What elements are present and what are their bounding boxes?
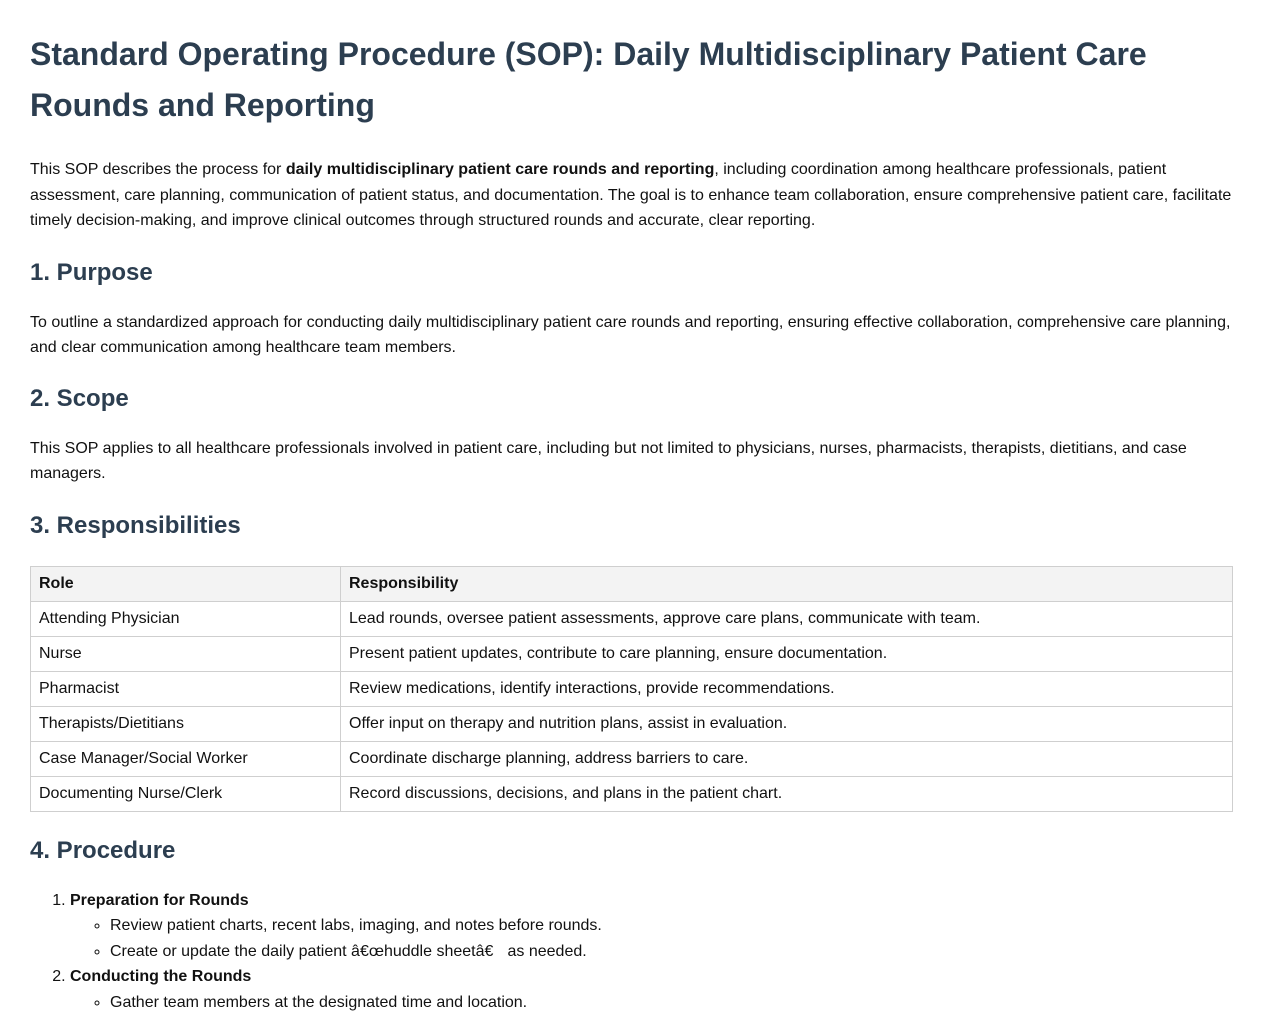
responsibility-cell: Coordinate discharge planning, address barriers to care. bbox=[341, 741, 1233, 776]
table-row bbox=[31, 636, 1233, 671]
procedure-step bbox=[70, 888, 1233, 965]
responsibility-cell: Review medications, identify interactions, provide recommendations. bbox=[341, 671, 1233, 706]
column-header-responsibility: Responsibility bbox=[341, 566, 1233, 601]
scope-text: This SOP applies to all healthcare professionals involved in patient care, including but not limited to physicians, nurses, pharmacists, therapists, dietitians, and case managers. bbox=[30, 439, 1187, 482]
procedure-steps-list bbox=[30, 888, 1233, 1016]
intro-text-after: , including coordination among healthcare professionals, patient assessment, care planning, communication of patient status, and documentation. The goal is to enhance team collaboration, ensure comprehensive patient care, facilitate timely decision-making, and improve clinical outcomes through structured rounds and accurate, clear reporting. bbox=[30, 161, 1232, 229]
procedure-substeps-list bbox=[70, 990, 1233, 1016]
section-heading-scope: 2. Scope bbox=[30, 384, 129, 412]
responsibility-cell: Present patient updates, contribute to care planning, ensure documentation. bbox=[341, 636, 1233, 671]
table-row bbox=[31, 776, 1233, 811]
procedure-substep: ◦ Create or update the daily patient â€œhuddle sheetâ€ as needed. bbox=[110, 939, 1233, 965]
section-heading-responsibilities: 3. Responsibilities bbox=[30, 511, 241, 539]
table-row bbox=[31, 601, 1233, 636]
procedure-step-title: Preparation for Rounds bbox=[70, 891, 249, 909]
intro-paragraph bbox=[30, 157, 1233, 234]
responsibility-cell: Lead rounds, oversee patient assessments, approve care plans, communicate with team. bbox=[341, 601, 1233, 636]
procedure-substeps-list bbox=[70, 913, 1233, 964]
document bbox=[0, 29, 1263, 1015]
procedure-substep: ◦ Review patient charts, recent labs, imaging, and notes before rounds. bbox=[110, 913, 1233, 939]
responsibilities-table bbox=[30, 566, 1233, 812]
table-row bbox=[31, 706, 1233, 741]
role-cell: Nurse bbox=[31, 636, 341, 671]
page-title: Standard Operating Procedure (SOP): Daily Multidisciplinary Patient Care Rounds and Reporting bbox=[30, 36, 1147, 123]
procedure-substep: ◦ Gather team members at the designated time and location. bbox=[110, 990, 1233, 1016]
role-cell: Pharmacist bbox=[31, 671, 341, 706]
intro-text-before: This SOP describes the process for bbox=[30, 161, 286, 178]
role-cell: Therapists/Dietitians bbox=[31, 706, 341, 741]
role-cell: Documenting Nurse/Clerk bbox=[31, 776, 341, 811]
purpose-text: To outline a standardized approach for conducting daily multidisciplinary patient care rounds and reporting, ensuring effective collaboration, comprehensive care planning, and clear communication among healthcare team members. bbox=[30, 313, 1231, 356]
responsibility-cell: Offer input on therapy and nutrition plans, assist in evaluation. bbox=[341, 706, 1233, 741]
responsibility-cell: Record discussions, decisions, and plans in the patient chart. bbox=[341, 776, 1233, 811]
role-cell: Attending Physician bbox=[31, 601, 341, 636]
column-header-role: Role bbox=[31, 566, 341, 601]
procedure-step-title: Conducting the Rounds bbox=[70, 968, 252, 985]
table-header-row bbox=[31, 566, 1233, 601]
section-heading-procedure: 4. Procedure bbox=[30, 836, 176, 864]
table-row bbox=[31, 671, 1233, 706]
role-cell: Case Manager/Social Worker bbox=[31, 741, 341, 776]
intro-text-bold: daily multidisciplinary patient care rounds and reporting bbox=[285, 161, 715, 178]
procedure-step bbox=[70, 964, 1233, 1015]
section-heading-purpose: 1. Purpose bbox=[30, 258, 153, 286]
table-row bbox=[31, 741, 1233, 776]
